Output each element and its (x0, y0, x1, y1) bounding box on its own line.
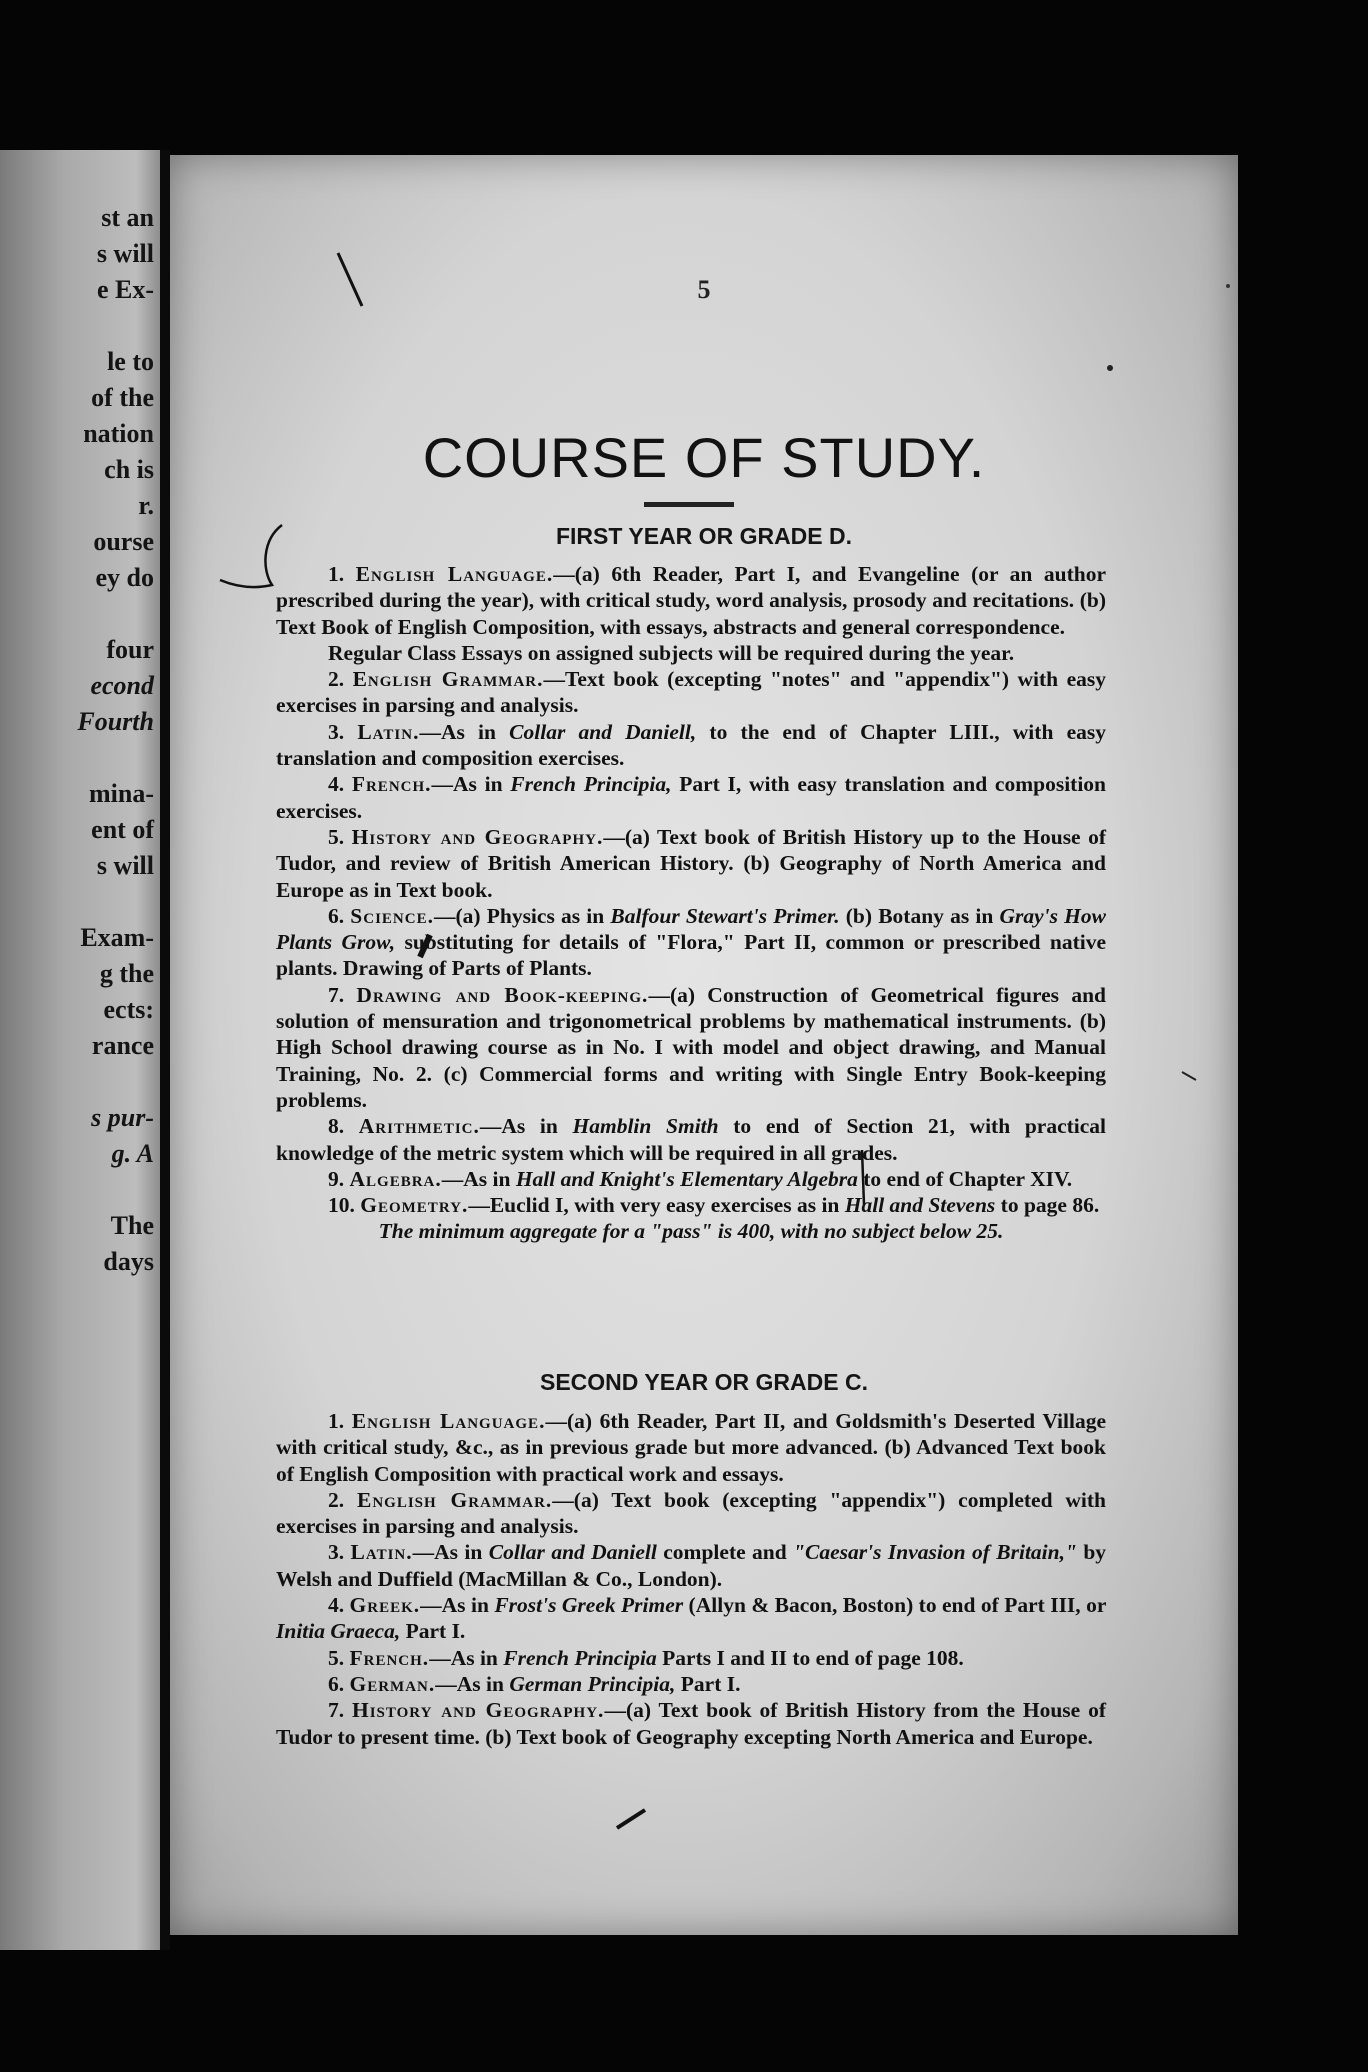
text-run: Science. (350, 903, 434, 928)
course-item (276, 1592, 1106, 1645)
text-run: —(a) Text book (excepting "appendix") completed with exercises in parsing and analysis. (276, 1487, 1106, 1539)
text-run: —(a) 6th Reader, Part I, and Evangeline (or an author prescribed during the year), with critical study, word analysis, prosody and recitations. (b) Text Book of English Composition, with essays, abstracts and general correspondence. (276, 562, 1106, 639)
text-run: —(a) Text book of British History from the House of Tudor to present time. (b) Text book of Geography excepting North America and Europe. (276, 1698, 1106, 1749)
text-run: (b) Botany as in (839, 903, 1000, 928)
text-run: English Grammar. (356, 1487, 553, 1512)
text-run: Gray's How Plants Grow, (276, 903, 1106, 955)
text-run: to end of Chapter XIV. (857, 1166, 1073, 1191)
text-run: German. (349, 1671, 436, 1696)
text-run: (Allyn & Bacon, Boston) to end of Part III, or (683, 1593, 1106, 1618)
text-run: History and Geography. (351, 824, 604, 849)
facing-page-fragment: st an (101, 203, 154, 232)
facing-page-fragment: ourse (93, 527, 154, 556)
text-run: Parts I and II to end of page 108. (656, 1645, 964, 1670)
text-run: Initia Graeca, (276, 1619, 401, 1644)
text-run: 2. (328, 667, 353, 692)
text-run: 6. (328, 1671, 350, 1696)
course-item (276, 1645, 1106, 1671)
text-run: Arithmetic. (358, 1114, 480, 1139)
text-run: 2. (328, 1487, 357, 1512)
text-run: 7. (328, 1698, 352, 1723)
facing-page (0, 150, 160, 1950)
text-run: to the end of Chapter LIII., with easy translation and composition exercises. (276, 719, 1107, 771)
course-item (276, 982, 1106, 1113)
text-run: History and Geography. (352, 1698, 605, 1723)
course-item (276, 1192, 1106, 1218)
text-run: Regular Class Essays on assigned subjects will be required during the year. (328, 640, 1015, 665)
text-run: —Text book (excepting "notes" and "appendix") with easy exercises in parsing and analysis. (276, 667, 1107, 718)
text-run: complete and (656, 1540, 794, 1565)
text-run: Hall and Stevens (844, 1193, 996, 1218)
text-run: —As in (435, 1671, 510, 1696)
text-run: Geometry. (360, 1193, 469, 1218)
text-run: —As in (479, 1114, 573, 1139)
text-run: English Language. (355, 562, 554, 586)
facing-page-fragment: nation (83, 419, 154, 448)
text-run: 3. (328, 719, 358, 744)
text-run: —Euclid I, with very easy exercises as in (468, 1193, 845, 1218)
facing-page-fragment: days (103, 1247, 154, 1276)
facing-page-fragment: rance (91, 1031, 154, 1060)
text-run: —(a) Text book of British History up to the House of Tudor, and review of British American History. (b) Geography of North America and Europe as in Text book. (276, 824, 1107, 902)
facing-page-fragment: ch is (104, 455, 154, 484)
text-run: Frost's Greek Primer (494, 1593, 684, 1618)
text-run: English Language. (351, 1409, 546, 1433)
page-number: 5 (697, 275, 711, 304)
text-run: to page 86. (995, 1193, 1100, 1218)
facing-page-fragment: s pur- (91, 1103, 154, 1132)
text-run: Part I, with easy translation and composition exercises. (276, 772, 1107, 823)
text-run: —As in (429, 1645, 504, 1670)
text-run: by Welsh and Duffield (MacMillan & Co., London). (276, 1540, 1107, 1591)
facing-page-fragment: of the (91, 383, 154, 412)
minimum-aggregate-note: The minimum aggregate for a "pass" is 400, with no subject below 25. (378, 1219, 1004, 1244)
text-run: Latin. (350, 1540, 413, 1565)
document-page (170, 155, 1238, 1935)
text-run: 10. (328, 1193, 361, 1218)
text-run: —As in (441, 1166, 516, 1191)
text-run: substituting for details of "Flora," Part II, common or prescribed native plants. Drawing of Parts of Plants. (276, 930, 1107, 981)
text-run: to end of Section 21, with practical knowledge of the metric system which will be required in all grades. (276, 1114, 1107, 1165)
text-run: Collar and Daniell, (509, 719, 697, 744)
course-item (276, 666, 1106, 719)
text-run: 1. (328, 562, 356, 586)
text-run: —(a) Physics as in (433, 903, 611, 928)
facing-page-fragment: s will (96, 851, 154, 880)
text-run: French. (349, 1645, 430, 1670)
text-run: French Principia, (510, 772, 672, 797)
facing-page-fragment: s will (96, 239, 154, 268)
text-run: Hall and Knight's Elementary Algebra (515, 1166, 858, 1191)
title-underline (644, 502, 734, 507)
course-item (276, 1487, 1106, 1540)
text-run: 7. (328, 982, 357, 1007)
facing-page-fragment: ects: (103, 995, 154, 1024)
facing-page-fragment: econd (90, 671, 154, 700)
facing-page-fragment: four (106, 635, 154, 664)
text-run: 3. (328, 1540, 351, 1565)
course-note (276, 640, 1106, 666)
course-item (276, 771, 1106, 824)
text-run: 5. (328, 1645, 350, 1670)
text-run: —As in (420, 1593, 495, 1618)
text-run: French. (351, 772, 432, 797)
course-item (276, 561, 1106, 640)
text-run: —As in (419, 719, 510, 744)
text-run: 1. (328, 1409, 352, 1433)
text-run: 6. (328, 903, 351, 928)
facing-page-fragment: r. (138, 491, 154, 520)
facing-page-fragment: g. A (111, 1139, 154, 1168)
first-year-course-list (276, 561, 1106, 1245)
text-run: Balfour Stewart's Primer. (610, 903, 840, 928)
text-run: —As in (431, 772, 511, 797)
text-run: Greek. (349, 1593, 421, 1618)
course-item (276, 719, 1106, 772)
second-year-course-list (276, 1408, 1106, 1750)
facing-page-fragment: Fourth (77, 707, 154, 736)
course-item (276, 1697, 1106, 1750)
text-run: —As in (412, 1540, 489, 1565)
text-run: 8. (328, 1114, 359, 1139)
text-run: German Principia, (509, 1671, 676, 1696)
facing-page-fragment: le to (107, 347, 154, 376)
text-run: —(a) Construction of Geometrical figures and solution of mensuration and trigonometrical problems by mathematical instruments. (b) High School drawing course as in No. I with model and object drawing, and Manual Training, No. 2. (c) Commercial forms and writing with Single Entry Book-keeping problems. (276, 982, 1107, 1112)
section-heading-second-year: SECOND YEAR OR GRADE C. (539, 1369, 868, 1395)
course-item (276, 1539, 1106, 1592)
text-run: Part I. (400, 1619, 466, 1644)
text-run: Algebra. (349, 1166, 442, 1191)
text-run: Hamblin Smith (572, 1114, 719, 1139)
book-gutter (160, 150, 170, 1950)
facing-page-fragment: e Ex- (96, 275, 154, 304)
course-item (276, 1408, 1106, 1487)
text-run: "Caesar's Invasion of Britain," (793, 1540, 1077, 1565)
text-run: French Principia (503, 1645, 657, 1670)
facing-page-fragment: g the (99, 959, 154, 988)
text-run: 9. (328, 1166, 350, 1191)
text-run: Drawing and Book-keeping. (356, 982, 649, 1007)
facing-page-fragment: Exam- (80, 923, 154, 952)
course-item (276, 1671, 1106, 1697)
course-item (276, 1113, 1106, 1166)
course-item (276, 824, 1106, 903)
facing-page-fragment: ey do (95, 563, 154, 592)
page-title: COURSE OF STUDY. (422, 426, 986, 489)
facing-page-fragment: ent of (91, 815, 154, 844)
text-run: —(a) 6th Reader, Part II, and Goldsmith's Deserted Village with critical study, &c., as in previous grade but more advanced. (b) Advanced Text book of English Composition with practical work and essays. (276, 1409, 1107, 1486)
course-item (276, 1166, 1106, 1192)
section-heading-first-year: FIRST YEAR OR GRADE D. (555, 523, 853, 549)
text-run: 4. (328, 772, 352, 797)
text-run: 5. (328, 824, 352, 849)
text-run: Part I. (675, 1671, 741, 1696)
facing-page-fragment: The (110, 1211, 154, 1240)
text-run: English Grammar. (352, 667, 544, 692)
text-run: 4. (328, 1593, 350, 1618)
course-item (276, 903, 1106, 982)
text-run: Collar and Daniell (488, 1540, 657, 1565)
text-run: Latin. (357, 719, 420, 744)
facing-page-fragment: mina- (89, 779, 154, 808)
